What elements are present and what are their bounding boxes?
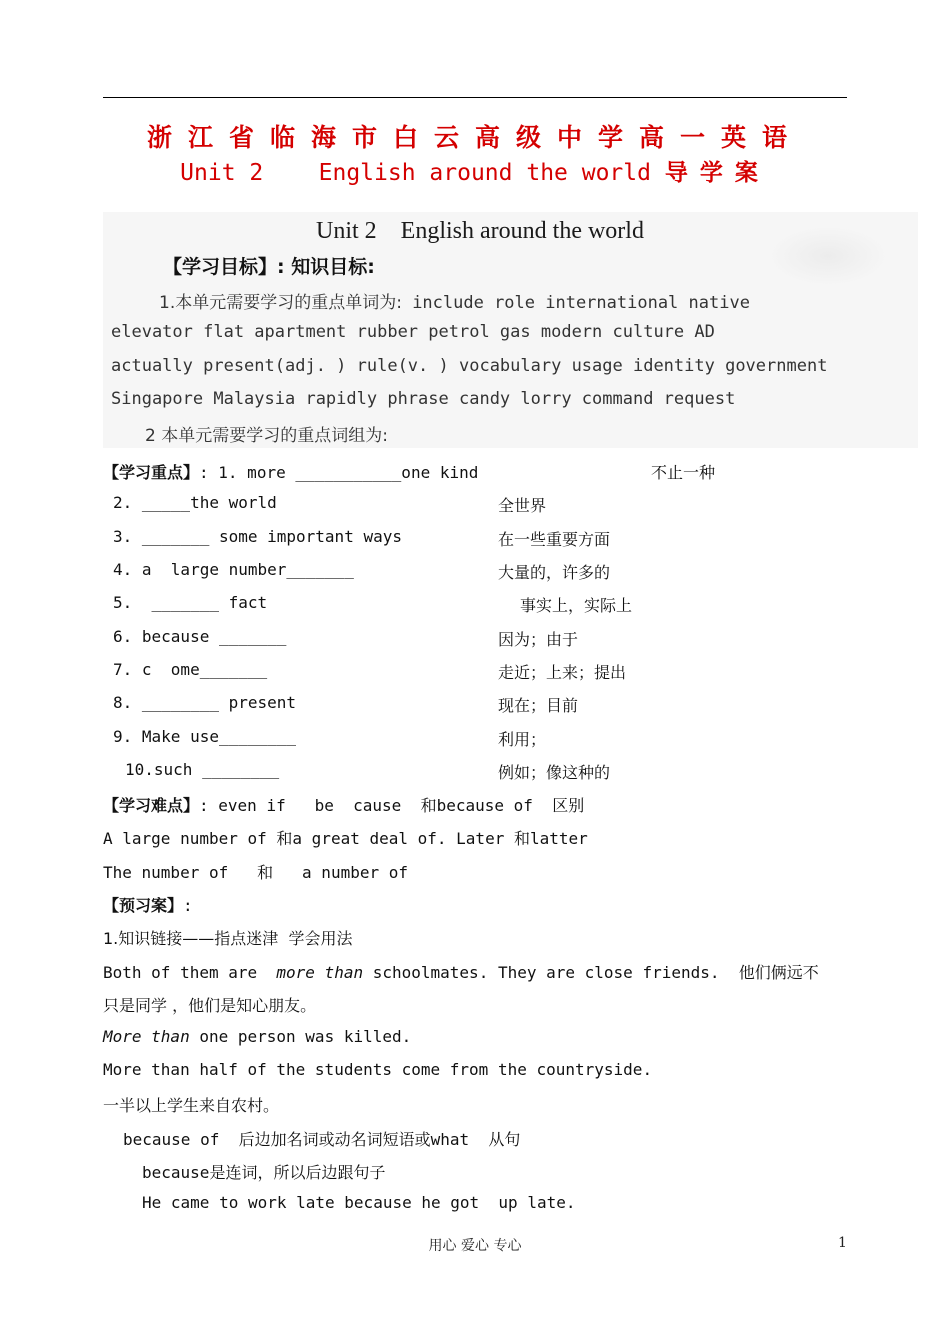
example-sentence-2: More than one person was killed. [103, 1027, 412, 1046]
key-point-cn: 现在；目前 [498, 696, 579, 715]
vocab-label: 1.本单元需要学习的重点单词为: [159, 293, 402, 313]
key-point-cn: 在一些重要方面 [498, 530, 611, 549]
embedded-scan-image [103, 212, 918, 448]
key-points-label: 【学习重点】 [103, 463, 200, 482]
example-sentence-4: He came to work late because he got up late. [142, 1193, 576, 1212]
key-point-cn: 例如；像这种的 [498, 763, 611, 782]
key-point-row-1 [103, 460, 478, 483]
difficulties-label: 【学习难点】 [103, 796, 200, 815]
example-sentence-1: Both of them are more than schoolmates. They are close friends. 他们俩远不 [103, 963, 819, 982]
key-point-cn: 大量的，许多的 [498, 563, 611, 582]
difficulties-line-1: 【学习难点】: even if be cause 和because of 区别 [103, 796, 585, 815]
document-title: 浙江省临海市白云高级中学高一英语 [146, 123, 803, 152]
document-subtitle [0, 154, 950, 187]
knowledge-link-heading: 1.知识链接——指点迷津 学会用法 [103, 929, 353, 948]
difficulties-line-2: A large number of 和a great deal of. Later 和latter [103, 829, 588, 848]
key-point-row-8: 8. ________ present [113, 693, 297, 712]
key-point-row-9: 9. Make use________ [113, 727, 297, 746]
key-point-row-4: 4. a large number_______ [113, 560, 354, 579]
vocab-line-4: Singapore Malaysia rapidly phrase candy lorry command request [111, 389, 736, 409]
example-translation-1: 只是同学 ，他们是知心朋友。 [103, 996, 317, 1015]
key-point-row-2: 2. _____the world [113, 493, 277, 512]
preview-heading: 【预习案】: [103, 896, 193, 915]
key-point-row-5: 5. _______ fact [113, 593, 268, 612]
vocab-line-3: actually present(adj. ) rule(v. ) vocabulary usage identity government [111, 356, 828, 376]
phrases-label: 2 本单元需要学习的重点词组为: [145, 426, 388, 446]
key-point-row-3: 3. _______ some important ways [113, 527, 402, 546]
vocab-line-2: elevator flat apartment rubber petrol gas modern culture AD [111, 322, 715, 342]
page-number: 1 [838, 1235, 847, 1251]
key-point-cn: 走近；上来；提出 [498, 663, 627, 682]
key-point-cn: 事实上，实际上 [520, 596, 633, 615]
vocab-line-1 [159, 288, 750, 313]
example-translation-3: 一半以上学生来自农村。 [103, 1096, 280, 1115]
key-point-cn: 全世界 [498, 496, 547, 515]
watermark-logo [768, 226, 888, 286]
usage-rule-2: because是连词，所以后边跟句子 [142, 1163, 386, 1182]
key-point-row-7: 7. c ome_______ [113, 660, 268, 679]
usage-rule-1: because of 后边加名词或动名词短语或what 从句 [123, 1130, 521, 1149]
key-point-en: : 1. more ___________one kind [199, 463, 479, 482]
key-point-row-6: 6. because _______ [113, 627, 287, 646]
header-rule [103, 97, 847, 98]
footer-text: 用心 爱心 专心 [428, 1238, 522, 1254]
learning-goal-heading: 【学习目标】: 知识目标: [163, 256, 375, 278]
unit-heading: Unit 2 English around the world [316, 218, 644, 244]
example-sentence-3: More than half of the students come from the countryside. [103, 1060, 653, 1079]
key-point-cn: 不止一种 [651, 463, 716, 482]
difficulties-line-3: The number of 和 a number of [103, 863, 408, 882]
key-point-cn: 利用； [498, 730, 547, 749]
key-point-row-10: 10.such ________ [125, 760, 280, 779]
subtitle-english: Unit 2 English around the world [180, 160, 665, 186]
vocab-words-1: include role international native [401, 293, 750, 313]
key-point-cn: 因为；由于 [498, 630, 579, 649]
subtitle-chinese: 导学案 [664, 160, 770, 186]
